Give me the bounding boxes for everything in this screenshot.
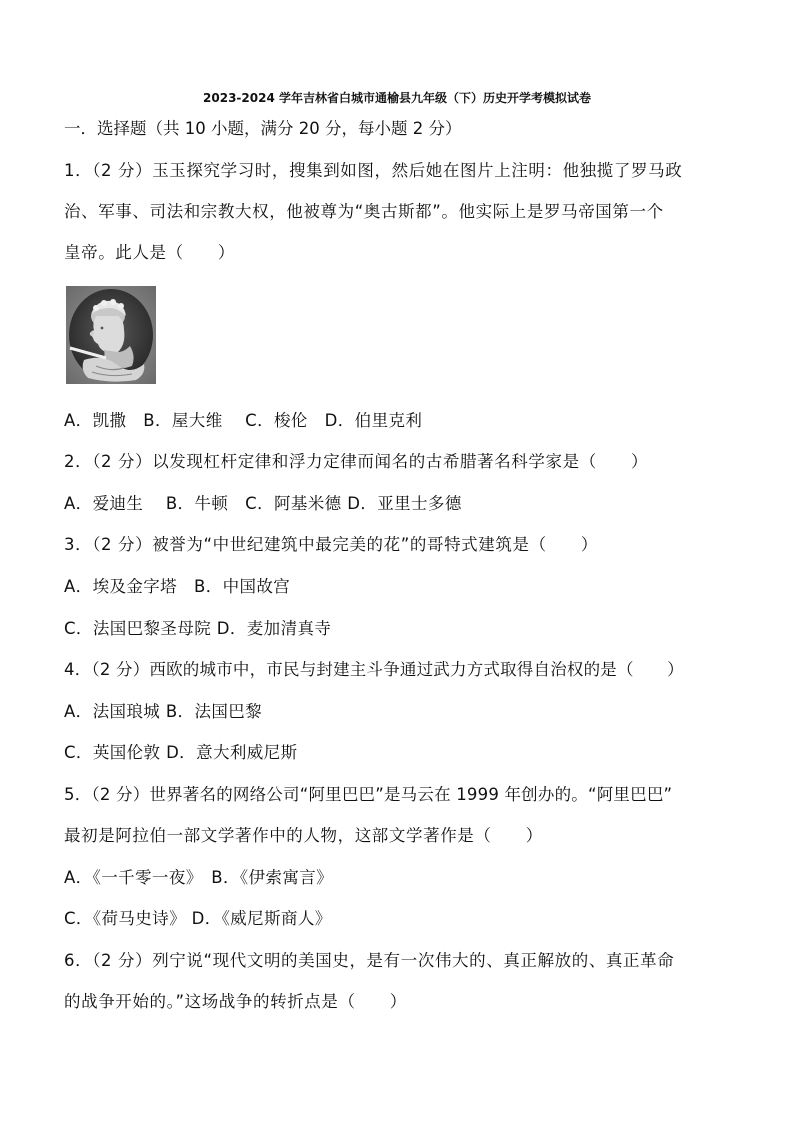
question-4-line-1: 4．（2 分）西欧的城市中，市民与封建主斗争通过武力方式取得自治权的是（ ）	[64, 660, 684, 679]
question-3-line-1: 3．（2 分）被誉为“中世纪建筑中最完美的花”的哥特式建筑是（ ）	[64, 535, 598, 554]
question-1-line-1: 1．（2 分）玉玉探究学习时，搜集到如图，然后她在图片上注明：他独揽了罗马政	[64, 161, 683, 180]
question-5-line-1: 5．（2 分）世界著名的网络公司“阿里巴巴”是马云在 1999 年创办的。“阿里巴巴”	[64, 785, 673, 804]
question-1-line-2: 治、军事、司法和宗教大权，他被尊为“奥古斯都”。他实际上是罗马帝国第一个	[64, 202, 664, 221]
exam-title: 2023-2024 学年吉林省白城市通榆县九年级（下）历史开学考模拟试卷	[203, 91, 591, 105]
question-5-options-2: C．《荷马史诗》 D．《威尼斯商人》	[64, 909, 332, 928]
question-6-line-2: 的战争开始的。”这场战争的转折点是（ ）	[64, 992, 407, 1011]
octavian-cameo-portrait-image	[66, 286, 156, 384]
question-2-line-1: 2．（2 分）以发现杠杆定律和浮力定律而闻名的古希腊著名科学家是（ ）	[64, 452, 649, 471]
question-5-line-2: 最初是阿拉伯一部文学著作中的人物，这部文学著作是（ ）	[64, 826, 543, 845]
question-6-line-1: 6．（2 分）列宁说“现代文明的美国史，是有一次伟大的、真正解放的、真正革命	[64, 951, 675, 970]
section-heading: 一．选择题（共 10 小题，满分 20 分，每小题 2 分）	[64, 119, 462, 138]
question-3-options-2: C．法国巴黎圣母院 D．麦加清真寺	[64, 619, 332, 638]
question-4-options-2: C．英国伦敦 D．意大利威尼斯	[64, 743, 298, 762]
question-2-options: A．爱迪生 B．牛顿 C．阿基米德 D．亚里士多德	[64, 494, 462, 513]
question-5-options-1: A．《一千零一夜》 B．《伊索寓言》	[64, 868, 334, 887]
question-1-options: A．凯撒 B．屋大维 C．梭伦 D．伯里克利	[64, 411, 423, 430]
question-4-options-1: A．法国琅城 B．法国巴黎	[64, 702, 263, 721]
question-3-options-1: A．埃及金字塔 B．中国故宫	[64, 577, 291, 596]
question-1-line-3: 皇帝。此人是（ ）	[64, 243, 235, 262]
